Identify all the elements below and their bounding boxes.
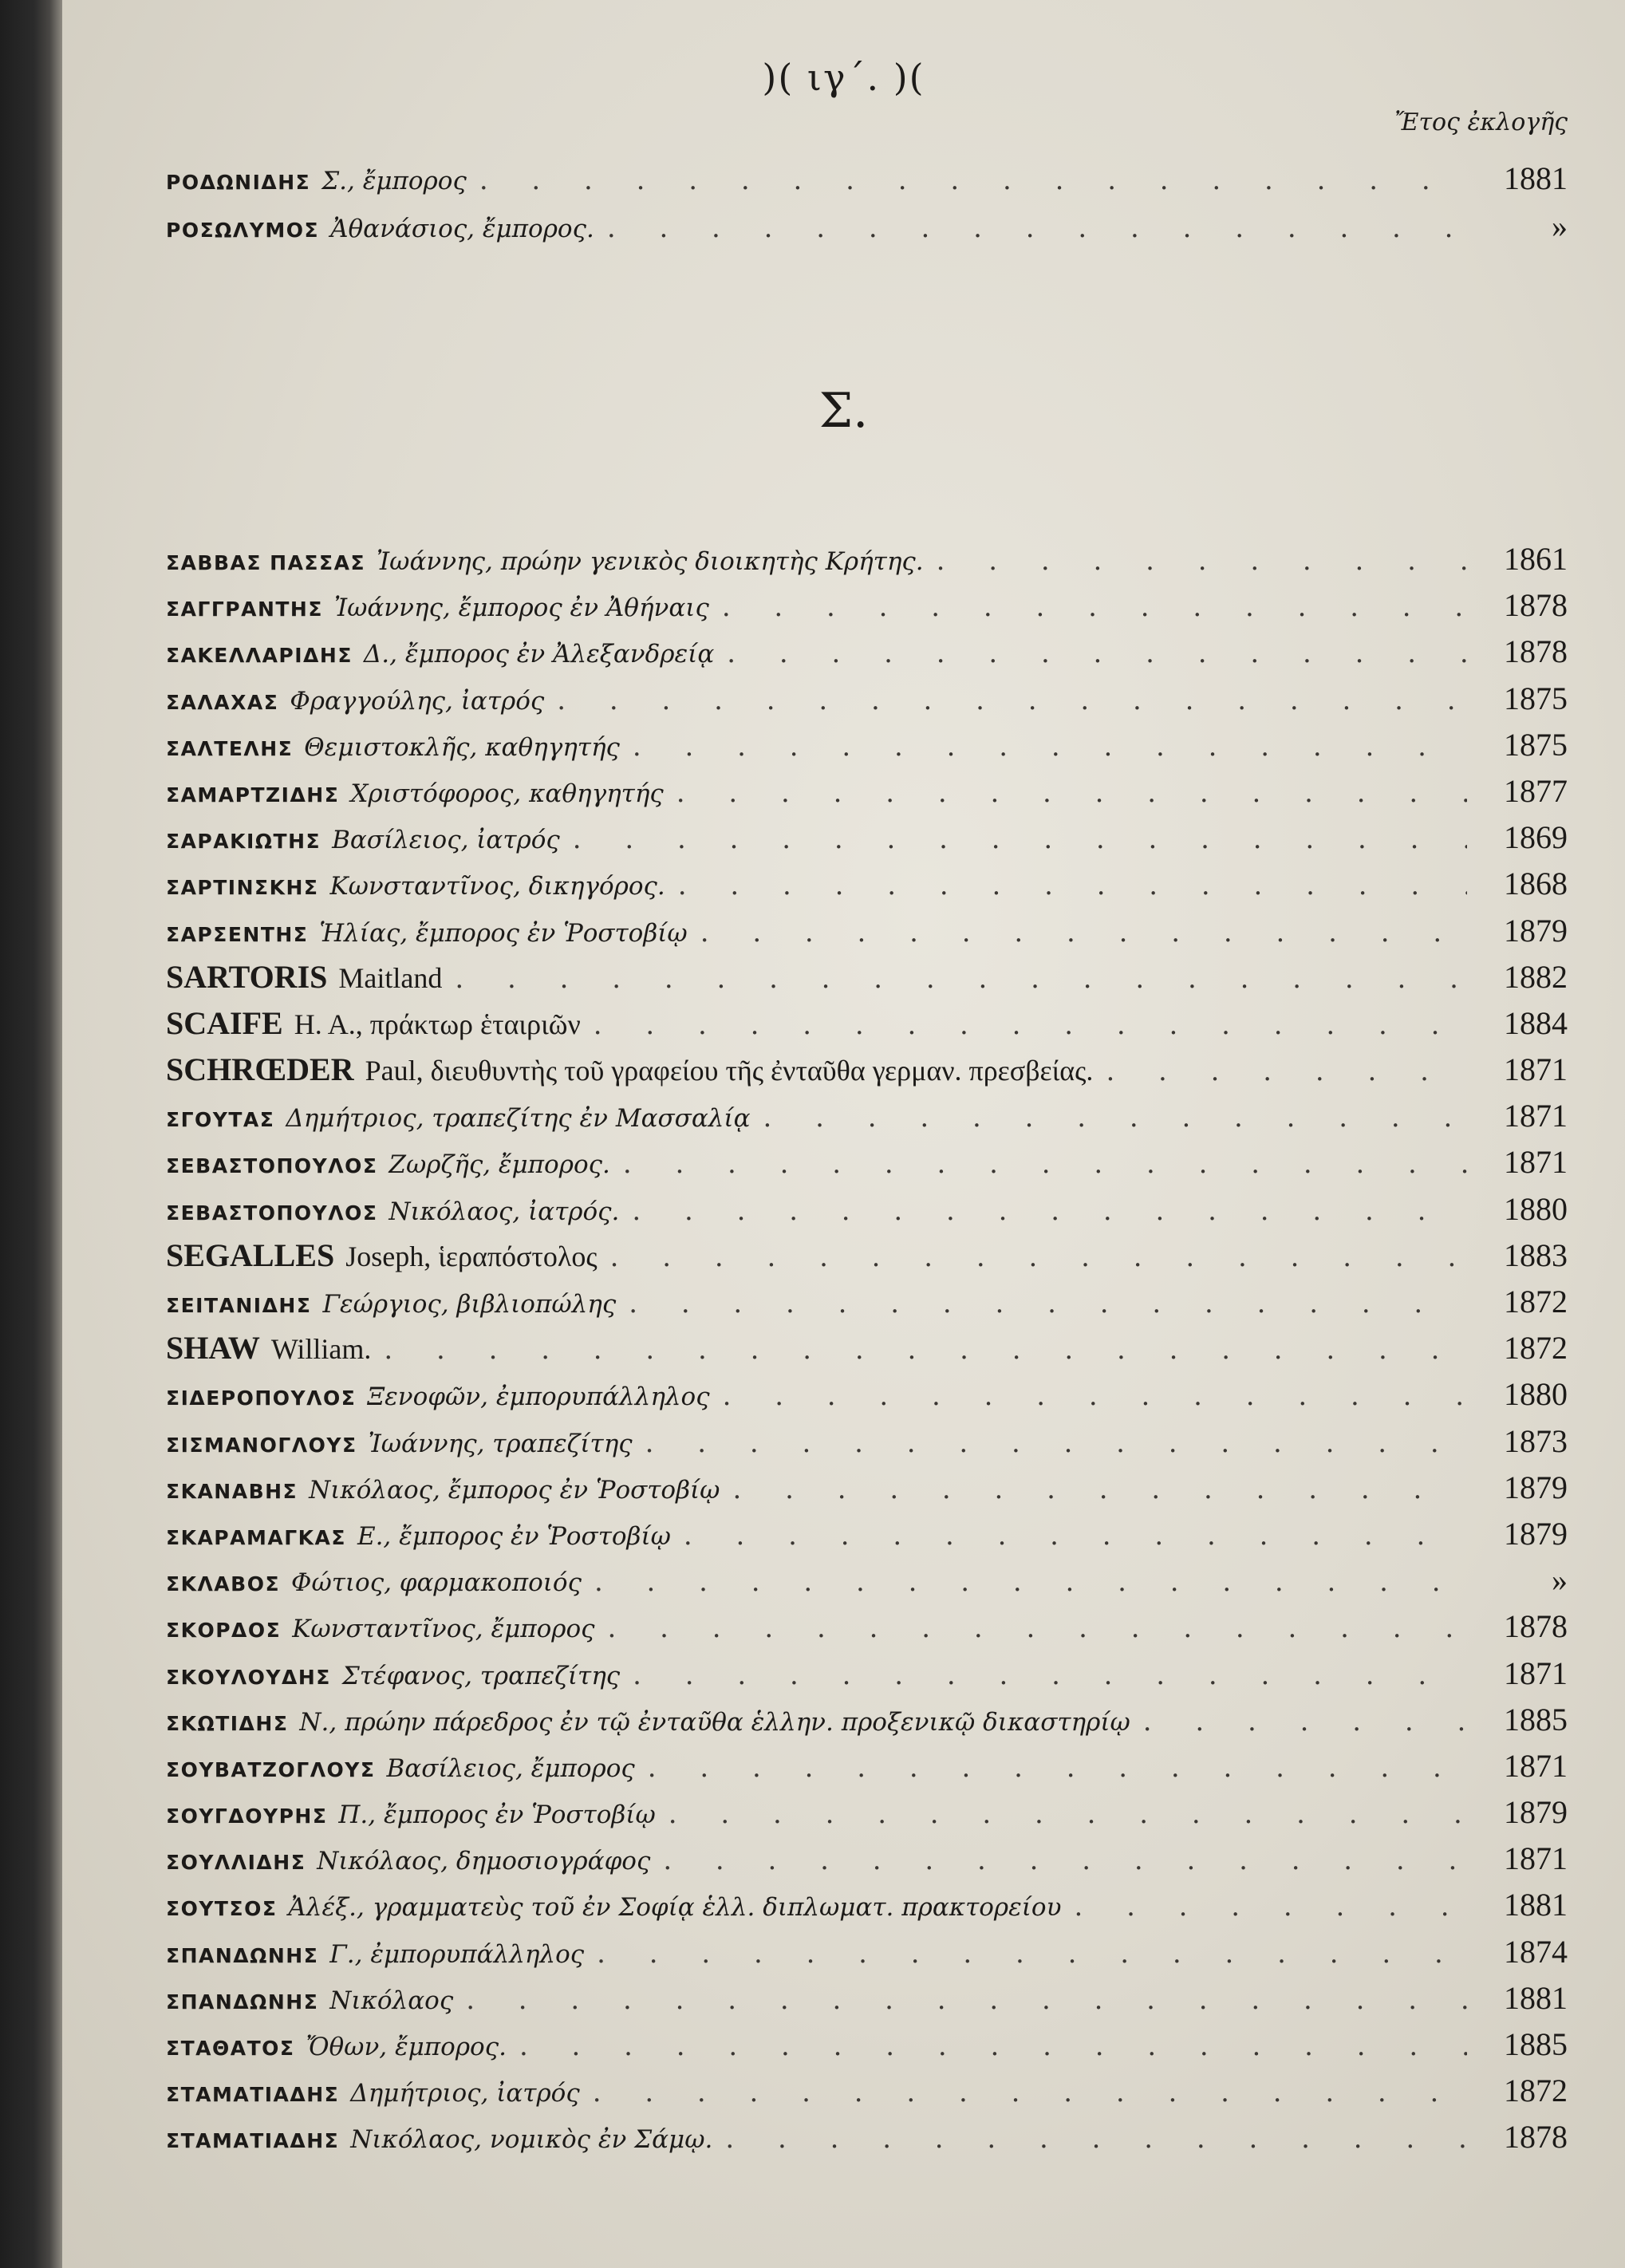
entry-description: William. [270, 1333, 372, 1366]
entry-surname: ΣΚΑΝΑΒΗΣ [166, 1479, 298, 1503]
leader-dots [725, 2116, 1467, 2162]
entry-list-main [166, 536, 1568, 2161]
entry-description: Βασίλειος, ἔμπορος [386, 1753, 635, 1783]
entry-surname: ΣΟΥΓΔΟΥΡΗΣ [166, 1805, 328, 1828]
entry-surname: ΣΠΑΝΔΩΝΗΣ [166, 1943, 319, 1967]
entry-surname: ΣΑΡΣΕΝΤΗΣ [166, 922, 309, 946]
leader-dots [645, 1420, 1467, 1466]
entry-year: 1885 [1504, 2026, 1568, 2062]
entry-surname: ΣΑΚΕΛΛΑΡΙΔΗΣ [166, 644, 353, 668]
leader-dots [723, 1373, 1467, 1419]
entry-surname: SHAW [166, 1330, 260, 1367]
list-item [166, 582, 1568, 629]
list-item [166, 1233, 1568, 1279]
leader-dots [763, 1095, 1467, 1141]
leader-dots [648, 1745, 1467, 1791]
entry-surname: ΣΚΟΡΔΟΣ [166, 1619, 282, 1643]
leader-dots [937, 538, 1467, 584]
entry-year: 1879 [1504, 1794, 1568, 1831]
entry-year: 1881 [1504, 160, 1568, 196]
leader-dots [384, 1327, 1467, 1373]
entry-description: Στέφανος, τραπεζίτης [341, 1661, 621, 1690]
leader-dots [597, 1931, 1467, 1977]
entry-surname: ΣΚΑΡΑΜΑΓΚΑΣ [166, 1525, 346, 1549]
entry-description: Φώτιος, φαρμακοποιός [291, 1568, 582, 1598]
leader-dots [669, 1791, 1467, 1837]
entry-description: Π., ἔμπορος ἐν Ῥοστοβίῳ [338, 1801, 656, 1830]
list-item [166, 1929, 1568, 1975]
list-item [166, 722, 1568, 768]
entry-description: Joseph, ἱεραπόστολος [345, 1240, 598, 1272]
entry-year: 1871 [1504, 1747, 1568, 1784]
entry-year: 1882 [1504, 958, 1568, 995]
year-column-header: Ἔτος ἐκλογῆς [1394, 108, 1568, 136]
leader-dots [1143, 1698, 1467, 1745]
page-number-mark: )( ιγ΄. )( [762, 56, 925, 99]
list-item [166, 1603, 1568, 1650]
list-item [166, 1651, 1568, 1697]
entry-surname: ΣΑΡΑΚΙΩΤΗΣ [166, 830, 321, 854]
entry-surname: ΣΙΣΜΑΝΟΓΛΟΥΣ [166, 1433, 357, 1457]
list-item [166, 1093, 1568, 1139]
entry-year: » [1552, 208, 1568, 244]
entry-description: Paul, διευθυντὴς τοῦ γραφείου τῆς ἐνταῦθα γερμαν. πρεσβείας. [365, 1055, 1094, 1087]
list-item [166, 1882, 1568, 1928]
entry-year: 1861 [1504, 541, 1568, 577]
list-item [166, 908, 1568, 954]
entry-description: Φραγγούλης, ἰατρός [290, 686, 545, 716]
leader-dots [557, 677, 1467, 724]
entry-year: 1871 [1504, 1144, 1568, 1181]
list-item [166, 536, 1568, 582]
entry-description: Δημήτριος, ἰατρός [350, 2079, 580, 2108]
entry-surname: ΣΑΡΤΙΝΣΚΗΣ [166, 876, 319, 900]
entry-surname: ΣΕΙΤΑΝΙΔΗΣ [166, 1294, 312, 1317]
entry-surname: ΣΑΛΤΕΛΗΣ [166, 736, 294, 760]
list-item [166, 1743, 1568, 1789]
list-item [166, 2068, 1568, 2114]
entry-description: Θεμιστοκλῆς, καθηγητής [304, 732, 620, 762]
book-binding-edge [0, 0, 62, 2268]
entry-description: Ἰωάννης, τραπεζίτης [368, 1429, 633, 1458]
entry-description: Νικόλαος, ἔμπορος ἐν Ῥοστοβίῳ [309, 1475, 720, 1505]
entry-year: 1880 [1504, 1376, 1568, 1413]
leader-dots [623, 1141, 1467, 1187]
entry-description: Κωνσταντῖνος, ἔμπορος [292, 1615, 595, 1644]
list-item [166, 815, 1568, 861]
entry-description: Ἡλίας, ἔμπορος ἐν Ῥοστοβίῳ [319, 918, 688, 948]
entry-year: 1878 [1504, 1608, 1568, 1645]
list-item [166, 676, 1568, 722]
entry-year: 1871 [1504, 1051, 1568, 1088]
entry-surname: ΣΚΛΑΒΟΣ [166, 1572, 281, 1596]
leader-dots [593, 2069, 1467, 2116]
list-item [166, 1418, 1568, 1465]
list-item [166, 954, 1568, 1000]
entry-description: Γ., ἐμπορυπάλληλος [329, 1939, 585, 1969]
list-item [166, 1789, 1568, 1836]
entry-description: Ν., πρώην πάρεδρος ἐν τῷ ἐνταῦθα ἑλλην. προξενικῷ δικαστηρίῳ [299, 1707, 1130, 1737]
entry-description: Ὄθων, ἔμπορος. [306, 2033, 507, 2061]
leader-dots [633, 724, 1467, 770]
entry-year: 1884 [1504, 1004, 1568, 1041]
document-page [62, 0, 1625, 2268]
leader-dots [610, 1234, 1467, 1280]
entry-year: 1873 [1504, 1422, 1568, 1459]
entry-description: Ε., ἔμπορος ἐν Ῥοστοβίῳ [357, 1521, 671, 1551]
list-item [166, 1975, 1568, 2021]
entry-surname: SARTORIS [166, 958, 328, 995]
entry-description: Ξενοφῶν, ἐμπορυπάλληλος [367, 1382, 710, 1412]
entry-description: Δ., ἔμπορος ἐν Ἀλεξανδρείᾳ [363, 640, 715, 669]
entry-surname: ΣΕΒΑΣΤΟΠΟΥΛΟΣ [166, 1201, 378, 1225]
leader-dots [455, 956, 1467, 1002]
entry-year: 1878 [1504, 633, 1568, 670]
entry-surname: ΣΤΑΜΑΤΙΑΔΗΣ [166, 2129, 340, 2153]
list-item [166, 1139, 1568, 1185]
entry-year: 1879 [1504, 912, 1568, 949]
entry-year: 1868 [1504, 866, 1568, 902]
list-item [166, 861, 1568, 907]
entry-year: 1879 [1504, 1469, 1568, 1505]
entry-surname: ΣΑΓΓΡΑΝΤΗΣ [166, 598, 323, 621]
entry-surname: ΣΑΜΑΡΤΖΙΔΗΣ [166, 783, 340, 807]
list-item [166, 1836, 1568, 1882]
list-item [166, 1697, 1568, 1743]
entry-description: Δημήτριος, τραπεζίτης ἐν Μασσαλίᾳ [286, 1104, 751, 1134]
list-item [166, 1047, 1568, 1093]
leader-dots [594, 1002, 1467, 1048]
entry-description: H. A., πράκτωρ ἑταιριῶν [294, 1008, 581, 1040]
entry-description: Νικόλαος, ἰατρός. [389, 1197, 620, 1226]
list-item [166, 629, 1568, 675]
entry-surname: ΣΚΟΥΛΟΥΔΗΣ [166, 1665, 331, 1689]
list-item [166, 2021, 1568, 2068]
leader-dots [684, 1513, 1467, 1559]
list-item [166, 1371, 1568, 1418]
entry-year: 1883 [1504, 1237, 1568, 1273]
list-item [166, 768, 1568, 815]
entry-year: 1874 [1504, 1933, 1568, 1970]
entry-year: 1872 [1504, 1330, 1568, 1367]
entry-year: 1871 [1504, 1098, 1568, 1134]
entry-description: Χριστόφορος, καθηγητής [350, 779, 664, 808]
leader-dots [678, 862, 1467, 909]
list-item [166, 1000, 1568, 1047]
entry-year: 1871 [1504, 1840, 1568, 1877]
entry-year: 1879 [1504, 1515, 1568, 1552]
entry-description: Ἀθανάσιος, ἔμπορος. [330, 215, 594, 243]
list-item [166, 2114, 1568, 2160]
list-item [166, 1465, 1568, 1511]
entry-surname: ΣΙΔΕΡΟΠΟΥΛΟΣ [166, 1386, 357, 1410]
list-item [166, 156, 1568, 203]
entry-description: Νικόλαος, δημοσιογράφος [317, 1847, 651, 1876]
entry-surname: ΣΑΛΑΧΑΣ [166, 690, 279, 714]
entry-surname: ΣΟΥΤΣΟΣ [166, 1897, 278, 1921]
entry-description: Ἰωάννης, ἔμπορος ἐν Ἀθήναις [333, 594, 709, 623]
entry-description: Ζωρζῆς, ἔμπορος. [389, 1150, 610, 1180]
leader-dots [722, 584, 1467, 630]
entry-surname: ΣΠΑΝΔΩΝΗΣ [166, 1990, 319, 2014]
entry-surname: ΣΤΑΘΑΤΟΣ [166, 2037, 295, 2060]
entry-list-top [166, 156, 1568, 251]
leader-dots [573, 816, 1467, 862]
entry-surname: ΣΑΒΒΑΣ ΠΑΣΣΑΣ [166, 551, 366, 574]
list-item [166, 1557, 1568, 1603]
list-item [166, 203, 1568, 251]
entry-year: 1881 [1504, 1887, 1568, 1923]
entry-year: 1872 [1504, 1284, 1568, 1319]
entry-surname: ΡΟΣΩΛΥΜΟΣ [166, 219, 320, 242]
leader-dots [607, 205, 1467, 251]
entry-year: 1872 [1504, 2073, 1568, 2109]
entry-surname: ΣΕΒΑΣΤΟΠΟΥΛΟΣ [166, 1154, 378, 1178]
leader-dots [466, 1977, 1467, 2023]
entry-year: 1885 [1504, 1701, 1568, 1737]
leader-dots [663, 1837, 1467, 1883]
entry-description: Σ., ἔμπορος [321, 167, 467, 195]
entry-surname: SCAIFE [166, 1004, 283, 1041]
entry-year: » [1552, 1562, 1568, 1599]
entry-surname: ΣΓΟΥΤΑΣ [166, 1108, 275, 1132]
leader-dots [479, 157, 1467, 203]
entry-description: Νικόλαος, νομικὸς ἐν Σάμῳ. [350, 2125, 713, 2155]
entry-surname: ΡΟΔΩΝΙΔΗΣ [166, 171, 311, 194]
leader-dots [727, 630, 1467, 676]
leader-dots [700, 909, 1467, 956]
leader-dots [519, 2023, 1467, 2069]
entry-description: Maitland [338, 961, 443, 994]
entry-year: 1878 [1504, 587, 1568, 624]
list-item [166, 1279, 1568, 1325]
entry-surname: SEGALLES [166, 1237, 335, 1273]
entry-year: 1881 [1504, 1979, 1568, 2016]
leader-dots [1106, 1048, 1467, 1095]
entry-year: 1880 [1504, 1190, 1568, 1227]
section-letter: Σ. [818, 383, 869, 439]
entry-surname: ΣΟΥΛΛΙΔΗΣ [166, 1851, 306, 1875]
leader-dots [594, 1559, 1467, 1605]
entry-surname: SCHRŒDER [166, 1051, 354, 1088]
entry-description: Ἀλέξ., γραμματεὺς τοῦ ἐν Σοφίᾳ ἑλλ. διπλωματ. πρακτορείου [288, 1893, 1062, 1923]
leader-dots [732, 1466, 1467, 1513]
entry-description: Βασίλειος, ἰατρός [332, 826, 560, 855]
entry-year: 1878 [1504, 2119, 1568, 2156]
entry-year: 1877 [1504, 772, 1568, 809]
list-item [166, 1325, 1568, 1371]
leader-dots [632, 1188, 1467, 1234]
entry-description: Ἰωάννης, πρώην γενικὸς διοικητὴς Κρήτης. [377, 547, 924, 576]
entry-year: 1875 [1504, 680, 1568, 716]
leader-dots [608, 1605, 1467, 1651]
leader-dots [1074, 1883, 1467, 1930]
entry-description: Γεώργιος, βιβλιοπώλης [322, 1290, 617, 1319]
list-item [166, 1186, 1568, 1233]
entry-year: 1875 [1504, 726, 1568, 763]
leader-dots [633, 1652, 1467, 1698]
entry-surname: ΣΟΥΒΑΤΖΟΓΛΟΥΣ [166, 1757, 376, 1781]
leader-dots [676, 770, 1467, 816]
entry-year: 1869 [1504, 819, 1568, 856]
entry-description: Νικόλαος [329, 1986, 454, 2015]
entry-surname: ΣΚΩΤΙΔΗΣ [166, 1711, 289, 1735]
entry-year: 1871 [1504, 1655, 1568, 1691]
leader-dots [629, 1280, 1467, 1327]
list-item [166, 1511, 1568, 1557]
entry-surname: ΣΤΑΜΑΤΙΑΔΗΣ [166, 2083, 340, 2107]
entry-description: Κωνσταντῖνος, δικηγόρος. [329, 872, 665, 901]
